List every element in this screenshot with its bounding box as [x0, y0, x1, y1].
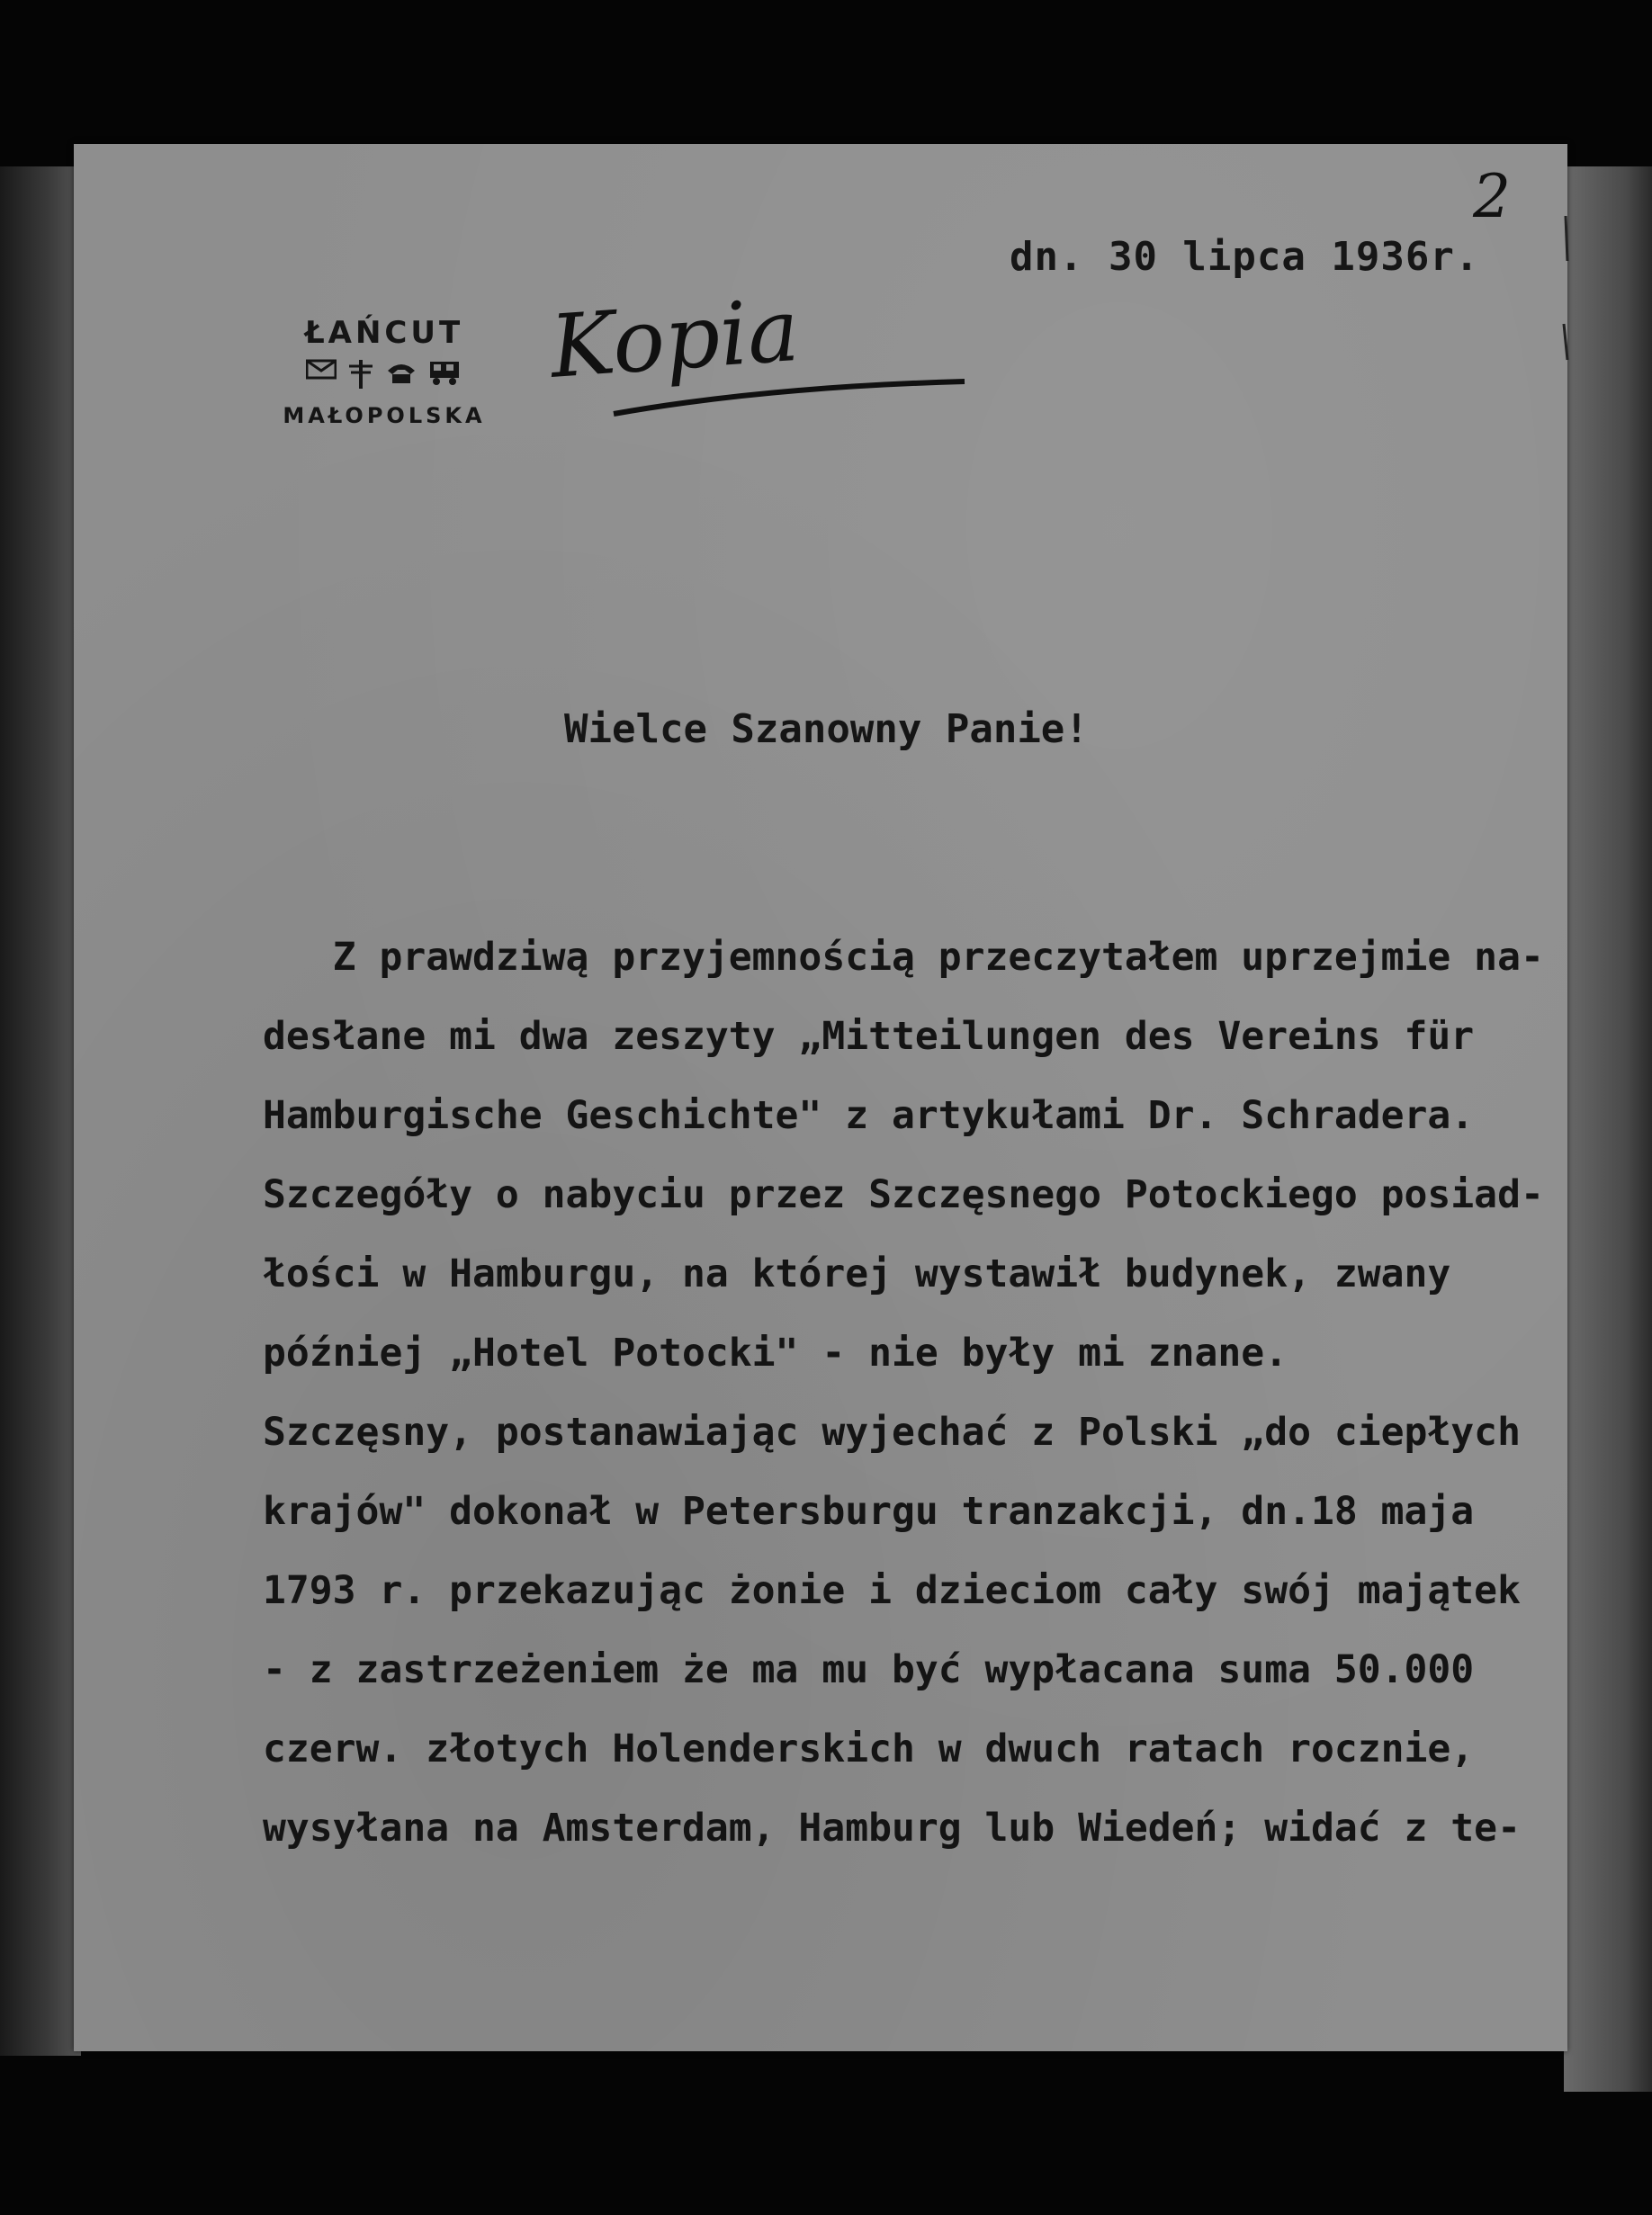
letter-date: dn. 30 lipca 1936r. [1010, 234, 1480, 280]
letter-body [263, 918, 1594, 1868]
telephone-icon [385, 358, 417, 394]
letterhead-icons [263, 358, 506, 394]
body-line: wysyłana na Amsterdam, Hamburg lub Wiedeń; widać z te- [263, 1806, 1521, 1851]
telegraph-pole-icon [346, 358, 376, 394]
body-line: czerw. złotych Holenderskich w dwuch ratach rocznie, [263, 1726, 1475, 1771]
salutation: Wielce Szanowny Panie! [564, 706, 1089, 752]
body-line: 1793 r. przekazując żonie i dzieciom cały swój majątek [263, 1568, 1521, 1613]
body-line: Szczegóły o nabyciu przez Szczęsnego Potockiego posiad- [263, 1172, 1544, 1217]
body-line: później „Hotel Potocki" - nie były mi znane. [263, 1331, 1288, 1376]
railway-icon [426, 358, 462, 394]
letter-sheet [74, 144, 1567, 2051]
letterhead [263, 315, 506, 428]
body-line: krajów" dokonał w Petersburgu tranzakcji, dn.18 maja [263, 1489, 1475, 1534]
margin-marks [1558, 198, 1576, 378]
copy-annotation [542, 279, 974, 432]
envelope-icon [306, 358, 337, 394]
body-line: desłane mi dwa zeszyty „Mitteilungen des Vereins für [263, 1014, 1475, 1059]
body-line: - z zastrzeżeniem że ma mu być wypłacana suma 50.000 [263, 1647, 1475, 1692]
letterhead-region: MAŁOPOLSKA [283, 403, 486, 428]
backing-board-left [0, 166, 81, 2056]
body-line: łości w Hamburgu, na której wystawił budynek, zwany [263, 1251, 1451, 1296]
body-line: Z prawdziwą przyjemnością przeczytałem uprzejmie na- [263, 935, 1544, 980]
letterhead-city: ŁAŃCUT [304, 315, 464, 351]
annotation-underline [542, 288, 974, 432]
body-line: Hamburgische Geschichte" z artykułami Dr. Schradera. [263, 1093, 1475, 1138]
page-number: 2 [1473, 162, 1511, 231]
copy-annotation-text: Kopia [547, 279, 803, 398]
body-line: Szczęsny, postanawiając wyjechać z Polski „do ciepłych [263, 1410, 1521, 1455]
